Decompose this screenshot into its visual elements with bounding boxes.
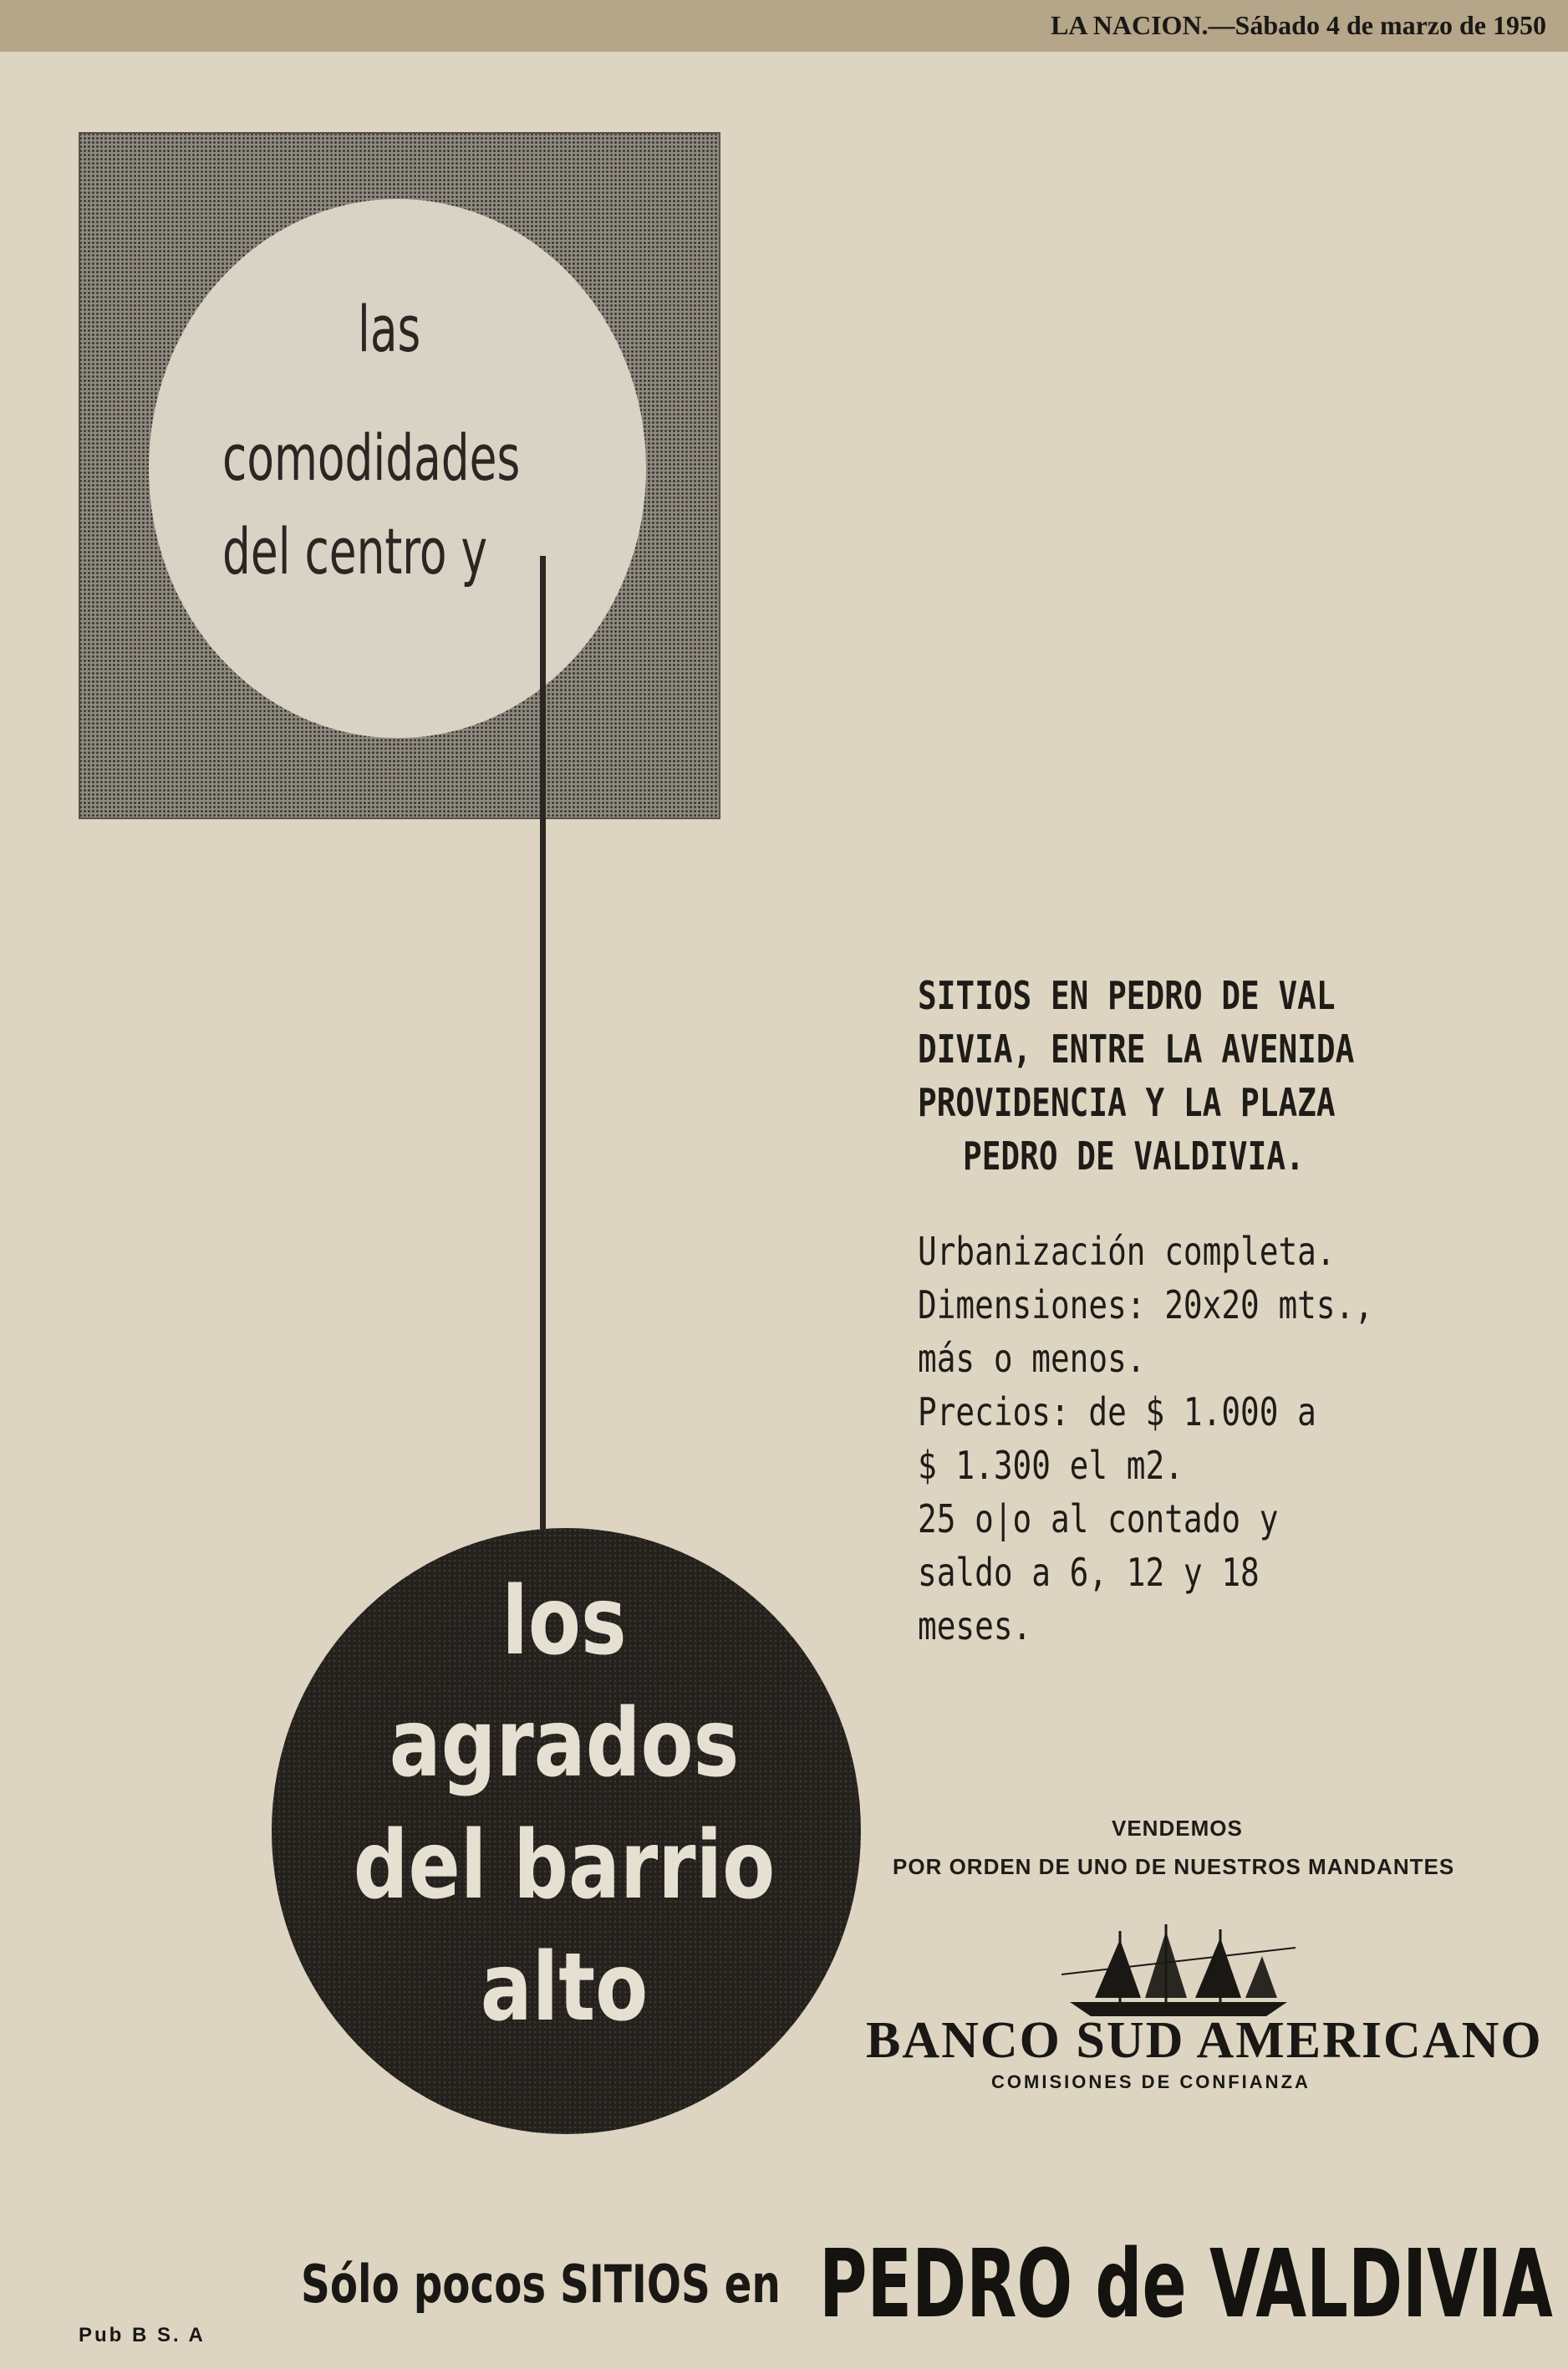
offer-line-3: PROVIDENCIA Y LA PLAZA	[918, 1080, 1336, 1125]
headline-dark-line-1: los	[501, 1567, 627, 1676]
headline-dark-line-3: del barrio	[353, 1811, 776, 1920]
headline-light-line-3: del centro y	[222, 514, 488, 588]
offer-line-1: SITIOS EN PEDRO DE VAL	[918, 973, 1336, 1018]
detail-line-4: Precios: de $ 1.000 a	[918, 1389, 1316, 1434]
bank-name: BANCO SUD AMERICANO	[866, 2012, 1543, 2069]
footer-tagline: Sólo pocos SITIOS en	[301, 2254, 781, 2315]
sailing-ship-icon	[1061, 1923, 1296, 2019]
detail-line-1: Urbanización completa.	[918, 1229, 1336, 1274]
detail-line-2: Dimensiones: 20x20 mts.,	[918, 1282, 1374, 1327]
headline-light-line-1: las	[358, 292, 421, 366]
detail-line-5: $ 1.300 el m2.	[918, 1443, 1184, 1488]
headline-dark-line-4: alto	[480, 1933, 649, 2042]
connector-line	[540, 556, 546, 1534]
detail-line-8: meses.	[918, 1603, 1032, 1648]
publication-credit: Pub B S. A	[79, 2324, 206, 2346]
bank-tagline: COMISIONES DE CONFIANZA	[991, 2071, 1311, 2092]
vendemos-line-2: POR ORDEN DE UNO DE NUESTROS MANDANTES	[893, 1854, 1455, 1879]
detail-line-7: saldo a 6, 12 y 18	[918, 1550, 1260, 1595]
offer-line-2: DIVIA, ENTRE LA AVENIDA	[918, 1027, 1355, 1072]
detail-line-3: más o menos.	[918, 1336, 1146, 1381]
headline-dark-line-2: agrados	[389, 1689, 740, 1798]
newspaper-header: LA NACION.—Sábado 4 de marzo de 1950	[1051, 10, 1546, 40]
headline-light-line-2: comodidades	[222, 420, 521, 495]
offer-line-4: PEDRO DE VALDIVIA.	[963, 1134, 1305, 1179]
footer-place: PEDRO de VALDIVIA	[819, 2230, 1553, 2339]
vendemos-line-1: VENDEMOS	[1112, 1816, 1243, 1841]
detail-line-6: 25 o|o al contado y	[918, 1496, 1279, 1541]
